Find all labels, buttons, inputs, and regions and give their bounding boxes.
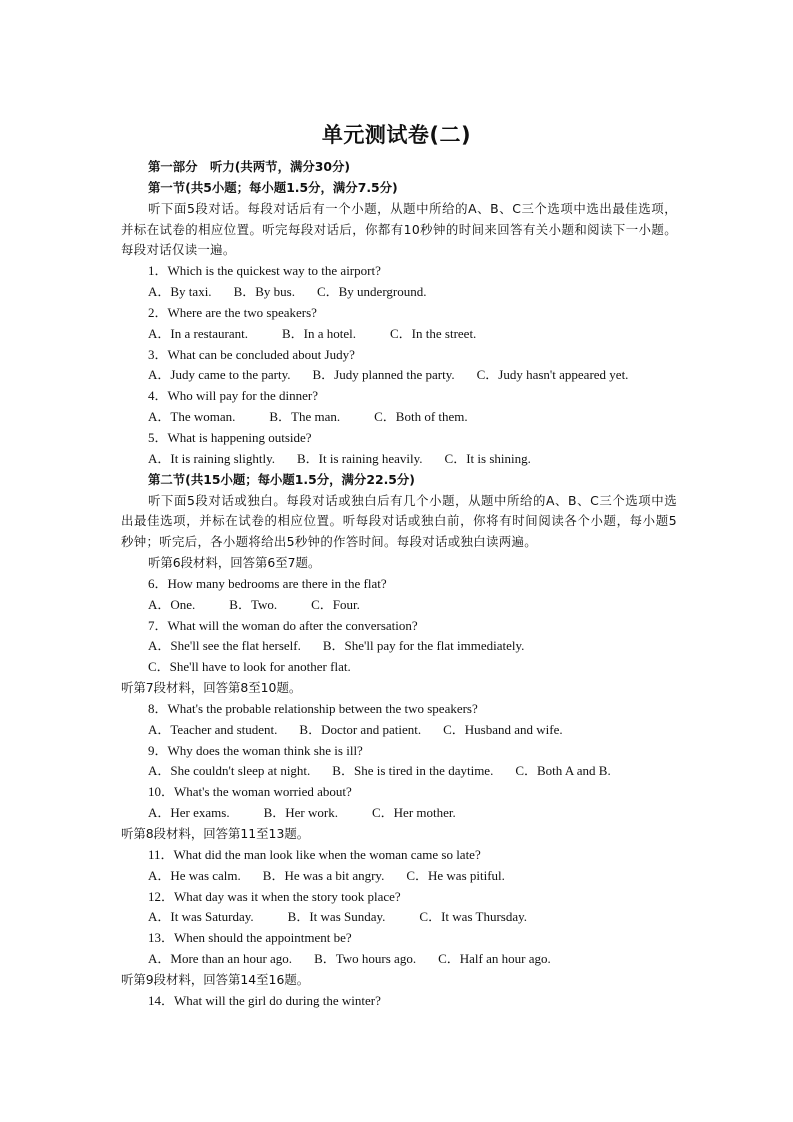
question-6: 6．How many bedrooms are there in the flat? [148,575,387,591]
exam-body [121,157,677,1012]
option-a: A．More than an hour ago. [148,951,293,967]
option-c: C．Both A and B. [515,763,611,779]
question-1-options [121,282,677,303]
option-a: A．One. [148,596,196,612]
question-9: 9．Why does the woman think she is ill? [148,742,363,758]
option-c: C．Both of them. [374,409,468,425]
section1-heading: 第一节(共5小题；每小题1.5分，满分7.5分) [148,179,398,195]
option-a: A．He was calm. [148,867,241,883]
option-a: A．By taxi. [148,284,212,300]
option-b: B．It was Sunday. [287,909,386,925]
option-c: C．Half an hour ago. [438,951,551,967]
question-11: 11．What did the man look like when the woman came so late? [148,846,481,862]
question-8-options [121,720,677,741]
option-c: C．By underground. [316,284,427,300]
option-c: C．It is shining. [444,450,531,466]
question-13: 13．When should the appointment be? [148,930,352,946]
option-a: A．Judy came to the party. [148,367,291,383]
section1-instructions: 听下面5段对话。每段对话后有一个小题，从题中所给的A、B、C三个选项中选出最佳选项，并标在试卷的相应位置。听完每段对话后，你都有10秒钟的时间来回答有关小题和阅读下一小题。每段对话仅读一遍。 [121,200,677,258]
option-a: A．It was Saturday. [148,909,254,925]
question-10: 10．What's the woman worried about? [148,784,352,800]
option-c: C．Four. [311,596,360,612]
question-11-options [121,866,677,887]
question-6-options [121,595,677,616]
option-b: B．The man. [269,409,341,425]
question-4: 4．Who will pay for the dinner? [148,388,319,404]
question-8: 8．What's the probable relationship between the two speakers? [148,700,478,716]
option-a: A．In a restaurant. [148,325,248,341]
question-4-options [121,407,677,428]
question-1: 1．Which is the quickest way to the airport? [148,263,381,279]
page-title: 单元测试卷(二) [321,123,472,147]
question-7-options [121,636,677,657]
option-b: B．Judy planned the party. [312,367,455,383]
question-5: 5．What is happening outside? [148,429,312,445]
question-13-options [121,949,677,970]
question-9-options [121,761,677,782]
option-a: A．She'll see the flat herself. [148,638,301,654]
option-b: B．Two. [229,596,278,612]
part1-heading: 第一部分 听力(共两节，满分30分) [148,159,351,174]
option-b: B．Her work. [263,805,338,821]
section2-instructions: 听下面5段对话或独白。每段对话或独白后有几个小题，从题中所给的A、B、C三个选项中选出最佳选项，并标在试卷的相应位置。听每段对话或独白前，你将有时间阅读各个小题，每小题5秒钟；听完后，各小题将给出5秒钟的作答时间。每段对话或独白读两遍。 [121,492,677,550]
option-c: C．Her mother. [371,805,456,821]
material-6-heading: 听第6段材料，回答第6至7题。 [148,555,321,571]
option-c: C．Judy hasn't appeared yet. [476,367,629,383]
question-2: 2．Where are the two speakers? [148,304,317,320]
option-b: B．It is raining heavily. [297,450,423,466]
option-b: B．She'll pay for the flat immediately. [322,638,525,654]
option-b: B．By bus. [233,284,295,300]
material-7-heading: 听第7段材料，回答第8至10题。 [121,680,302,696]
option-b: B．He was a bit angry. [262,867,385,883]
option-b: B．She is tired in the daytime. [332,763,494,779]
option-a: A．Teacher and student. [148,721,278,737]
option-c: C．It was Thursday. [419,909,528,925]
question-5-options [121,449,677,470]
option-c: C．He was pitiful. [406,867,505,883]
option-a: A．Her exams. [148,805,230,821]
question-7: 7．What will the woman do after the conversation? [148,617,418,633]
option-b: B．Two hours ago. [314,951,417,967]
option-b: B．In a hotel. [282,325,357,341]
question-7-option-c: C．She'll have to look for another flat. [148,659,351,675]
section2-heading: 第二节(共15小题；每小题1.5分，满分22.5分) [148,471,415,487]
option-a: A．The woman. [148,409,236,425]
question-12: 12．What day was it when the story took place? [148,888,401,904]
option-c: C．Husband and wife. [443,721,563,737]
question-12-options [121,907,677,928]
question-2-options [121,324,677,345]
option-c: C．In the street. [390,325,477,341]
question-14: 14．What will the girl do during the winter? [148,992,381,1008]
material-9-heading: 听第9段材料，回答第14至16题。 [121,971,310,987]
question-3-options [121,365,677,386]
option-a: A．It is raining slightly. [148,450,275,466]
question-3: 3．What can be concluded about Judy? [148,346,355,362]
option-a: A．She couldn't sleep at night. [148,763,311,779]
question-10-options [121,803,677,824]
option-b: B．Doctor and patient. [299,721,422,737]
material-8-heading: 听第8段材料，回答第11至13题。 [121,826,310,841]
